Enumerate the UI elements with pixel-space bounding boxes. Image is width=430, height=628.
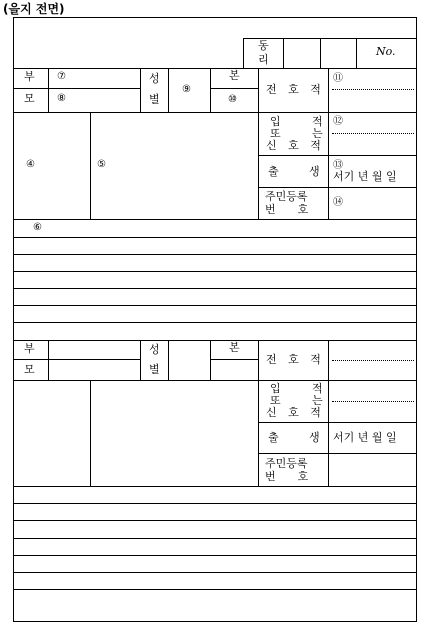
or-label-2: 는	[312, 127, 323, 140]
dong-label: 동	[258, 39, 269, 52]
birth-date-format-2: 서기 년 월 일	[333, 431, 397, 444]
circled-10: ⑩	[228, 94, 237, 105]
gender-label-top: 성	[149, 72, 160, 85]
entry-jeok-label-2: 적	[312, 382, 323, 395]
circled-12: ⑫	[333, 116, 343, 127]
circled-13: ⑬	[333, 160, 343, 171]
form-title: (을지 전면)	[3, 2, 65, 16]
previous-register-label-2: 전 호 적	[266, 353, 325, 366]
circled-5: ⑤	[97, 159, 106, 170]
birth-label-1: 출	[268, 165, 279, 178]
circled-11: ⑪	[333, 73, 343, 84]
register-sheet	[13, 17, 417, 622]
new-register-label-2: 신 호 적	[266, 406, 325, 419]
or-label-1: 또	[270, 127, 281, 140]
circled-7: ⑦	[57, 71, 66, 82]
resident-no-label-1b: 주민등록	[265, 457, 308, 470]
mother-label-2: 모	[24, 363, 35, 376]
circled-4: ④	[26, 159, 35, 170]
gender-label-bottom-2: 별	[149, 363, 160, 376]
entry-jeok-label: 적	[312, 115, 323, 128]
circled-6: ⑥	[33, 222, 42, 233]
origin-label-2: 본	[229, 341, 240, 354]
entry-label-2: 입	[270, 382, 281, 395]
resident-no-label-2b: 번 호	[265, 470, 309, 483]
origin-label: 본	[229, 69, 240, 82]
new-register-label: 신 호 적	[266, 139, 325, 152]
gender-label-top-2: 성	[149, 343, 160, 356]
birth-label-2: 생	[309, 165, 320, 178]
or-label-2b: 는	[312, 394, 323, 407]
birth-date-format: 서기 년 월 일	[333, 170, 397, 183]
circled-14: ⑭	[333, 197, 343, 208]
mother-label: 모	[24, 92, 35, 105]
resident-no-label-2: 번 호	[265, 203, 309, 216]
birth-label-2b: 생	[309, 431, 320, 444]
father-label: 부	[24, 70, 35, 83]
birth-label-1b: 출	[268, 431, 279, 444]
father-label-2: 부	[24, 342, 35, 355]
or-label-1b: 또	[270, 394, 281, 407]
circled-8: ⑧	[57, 93, 66, 104]
resident-no-label-1: 주민등록	[265, 190, 308, 203]
circled-9: ⑨	[182, 84, 191, 95]
no-label: No.	[376, 45, 396, 58]
ri-label: 리	[258, 53, 269, 66]
previous-register-label: 전 호 적	[266, 83, 325, 96]
entry-label: 입	[270, 115, 281, 128]
gender-label-bottom: 별	[149, 93, 160, 106]
